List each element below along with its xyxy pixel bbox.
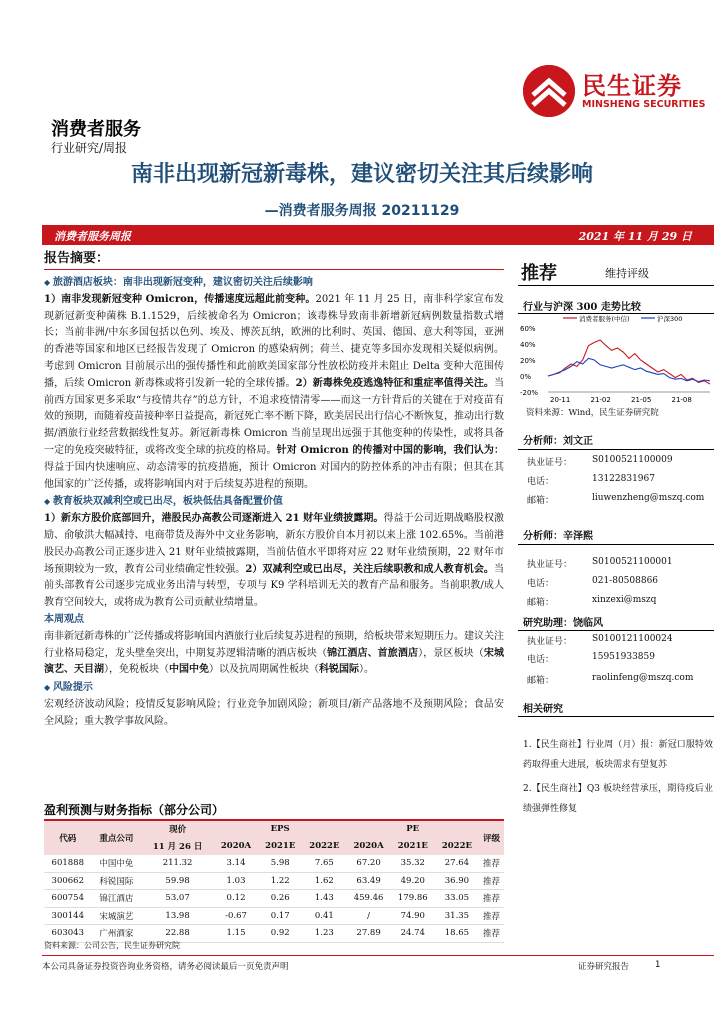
paragraph-2-lead: 2）新毒株免疫逃逸特征和重症率值得关注。: [295, 377, 494, 389]
cell-pe1: 67.20: [346, 855, 390, 873]
y-tick-label: 60%: [520, 325, 536, 333]
header-band: [42, 225, 714, 245]
cell-code: 603043: [44, 925, 92, 943]
x-tick-label: 21-02: [590, 396, 611, 404]
footer-disclaimer: 本公司具备证券投资咨询业务资格，请务必阅读最后一页免责声明: [42, 962, 289, 972]
paragraph-1: [44, 292, 504, 494]
cell-eps3: 1.43: [302, 890, 346, 908]
analyst-1-cert-label: 执业证号：: [527, 458, 573, 468]
assistant-phone: 15951933859: [592, 652, 655, 662]
cell-eps2: 0.92: [258, 925, 302, 943]
cell-rating: 推荐: [479, 890, 504, 908]
view-stock-hr: 科锐国际: [319, 664, 359, 676]
table-body: [44, 855, 504, 943]
cell-rating: 推荐: [479, 872, 504, 890]
paragraph-4-text: 得益于公司近期战略股权激励、俞敏洪大幅减持、电商带货及海外中文业务影响，新东方股价自本月初以来上涨 102.65%。当前港股民办高教公司正逐步进入 21 财年业绩披露期，当前估值水平即将对应 22 财年业绩预期，22 财年市场预期较为一致，教育公司业绩确定性较强。: [44, 513, 504, 575]
th-year: 2022E: [309, 840, 340, 851]
th-rating: 评级: [482, 833, 500, 844]
paragraph-1-lead: 1）南非发现新冠变种 Omicron，传播速度远超此前变种。: [44, 293, 316, 305]
related-rule: [518, 716, 714, 717]
rating-desc: 维持评级: [605, 267, 649, 280]
cell-name: 中国中免: [92, 855, 142, 873]
cell-pe3: 33.05: [435, 890, 479, 908]
logo-english-name: MINSHENG SECURITIES: [582, 99, 706, 110]
th-date: 11 月 26 日: [152, 841, 203, 852]
analyst-2-email[interactable]: xinzexi@mszq: [592, 595, 657, 605]
th-name: 重点公司: [99, 833, 134, 844]
cell-code: 601888: [44, 855, 92, 873]
cell-pe3: 18.65: [435, 925, 479, 943]
table-row: [44, 872, 504, 890]
analyst-2-rule: [518, 544, 714, 545]
th-year: 2021E: [265, 840, 296, 851]
cell-rating: 推荐: [479, 925, 504, 943]
th-pe: PE: [406, 824, 420, 834]
series-line: [548, 340, 710, 384]
assistant-cert-label: 执业证号：: [527, 637, 573, 647]
trend-chart: [518, 314, 714, 406]
cell-eps1: 1.15: [214, 925, 258, 943]
chart-title: 行业与沪深 300 走势比较: [523, 302, 641, 313]
cell-pe3: 27.64: [435, 855, 479, 873]
cell-pe1: /: [346, 907, 390, 925]
paragraph-2-text: 当前西方国家更多采取“与疫情共存”的总方针，不追求疫情清零——而这一方针背后的关键在于对疫苗有效的预期，而随着疫苗接种率日益提高，新冠死亡率不断下降，欧美居民出行信心不断恢复，推动出行数据/酒旅行业经营数据线性复苏。新冠新毒株 Omicron 当前呈现出远强于其他变种的传染性，或将具备一定的免疫突破特征，或将改变全球的抗疫的格局。: [44, 377, 504, 456]
footer-doc-type: 证券研究报告: [578, 962, 630, 972]
y-tick-label: 40%: [520, 341, 536, 349]
report-type: 行业研究/周报: [51, 141, 128, 155]
related-heading: 相关研究: [523, 704, 563, 715]
page-number: 1: [655, 960, 661, 970]
cell-price: 22.88: [141, 925, 214, 943]
cell-eps2: 1.22: [258, 872, 302, 890]
y-tick-label: 0%: [520, 373, 532, 381]
report-subtitle: —消费者服务周报 20211129: [264, 203, 460, 219]
table-row: [44, 907, 504, 925]
paragraph-4-lead: 1）新东方股价底部回升，港股民办高教公司逐渐进入 21 财年业绩披露期。: [44, 513, 384, 525]
paragraph-1-text: 2021 年 11 月 25 日，南非科学家宣布发现新冠新变种菌株 B.1.1529，后续被命名为 Omicron；该毒株导致南非新增新冠病例数量指数式增长；当前非洲/中东多国包括以色列、埃及、博茨瓦纳，欧洲的比利时、英国、德国、意大利等国，亚洲的香港等国家和地区已经报告发现了 Omicron 的感染病例；荷兰、捷克等多国亦发现相关疑似病例。考虑到 Omicron 目前展示出的强传播性和此前欧美国家部分性放松防疫并未阻止 Delta 变种大范围传播，后续 Omicron 新毒株或将引发新一轮的全球传播。: [44, 293, 504, 389]
assistant-rule: [518, 630, 714, 631]
cell-eps2: 0.26: [258, 890, 302, 908]
analyst-2-phone: 021-80508866: [592, 576, 659, 586]
assistant-email[interactable]: raolinfeng@mszq.com: [592, 673, 694, 683]
cell-eps2: 0.17: [258, 907, 302, 925]
cell-eps2: 5.98: [258, 855, 302, 873]
cell-eps1: -0.67: [214, 907, 258, 925]
table-row: [44, 890, 504, 908]
paragraph-5-text: 当前头部教育公司逐步完成业务出清与转型，专项与 K9 学科培训无关的教育产品和服务。当前职教/成人教育空间较大，或将成为教育公司贡献业绩增量。: [44, 563, 505, 609]
cell-pe2: 179.86: [391, 890, 435, 908]
view-stock-dutyfree: 中国中免: [169, 664, 209, 676]
analyst-2-email-label: 邮箱：: [527, 598, 555, 608]
analyst-1-email[interactable]: liuwenzheng@mszq.com: [592, 493, 705, 503]
analyst-1-phone-label: 电话：: [527, 477, 555, 487]
cell-pe1: 63.49: [346, 872, 390, 890]
view-text-e: ）。: [359, 664, 374, 676]
cell-name: 宋城演艺: [92, 907, 142, 925]
analyst-1-email-label: 邮箱：: [527, 496, 555, 506]
risk-heading: ◆ 风险提示: [44, 679, 504, 697]
band-report-name: 消费者服务周报: [54, 230, 131, 243]
bullet-tourism: ◆ 旅游酒店板块：南非出现新冠变种，建议密切关注后续影响: [44, 274, 504, 292]
analyst-1-cert: S0100521100009: [592, 455, 673, 465]
cell-eps3: 1.62: [302, 872, 346, 890]
logo-name: 民生证券: [582, 72, 682, 100]
view-text-d: ）以及抗周期属性板块（: [209, 664, 319, 676]
assistant-email-label: 邮箱：: [527, 676, 555, 686]
band-date: 2021 年 11 月 29 日: [578, 230, 692, 243]
view-stock-hotels: 锦江酒店、首旅酒店: [327, 647, 419, 659]
analyst-2-phone-label: 电话：: [527, 579, 555, 589]
assistant-phone-label: 电话：: [527, 655, 555, 665]
view-text-a: 南非新冠新毒株的广泛传播或将影响国内酒旅行业后续复苏进程的预期，给板块带来短期压力。建议关注行业格局稳定，龙头壁垒突出，中期复苏逻辑清晰的酒店板块（: [44, 630, 504, 659]
cell-pe2: 24.74: [391, 925, 435, 943]
x-tick-label: 21-08: [671, 396, 692, 404]
paragraph-3-lead: 针对 Omicron 的传播对中国的影响，我们认为：: [276, 444, 504, 456]
summary-section: [44, 249, 504, 731]
bullet-education: ◆ 教育板块双减利空或已出尽，板块低估具备配置价值: [44, 493, 504, 511]
related-item-2[interactable]: 2.【民生商社】Q3 板块经营承压，期待疫后业绩强弹性修复: [523, 784, 713, 814]
analyst-1-rule: [518, 449, 714, 450]
th-price: 现价: [169, 825, 187, 835]
cell-pe2: 74.90: [391, 907, 435, 925]
cell-code: 600754: [44, 890, 92, 908]
logo-mark-icon: [523, 65, 575, 117]
view-stock-scenic: 宋城演艺、天目湖: [44, 647, 505, 676]
table-source: 资料来源：公司公告，民生证券研究院: [44, 941, 180, 950]
cell-pe2: 49.20: [391, 872, 435, 890]
y-tick-label: 20%: [520, 357, 536, 365]
cell-eps3: 7.65: [302, 855, 346, 873]
cell-code: 300144: [44, 907, 92, 925]
analyst-1-phone: 13122831967: [592, 474, 655, 484]
cell-eps1: 0.12: [214, 890, 258, 908]
cell-rating: 推荐: [479, 855, 504, 873]
cell-code: 300662: [44, 872, 92, 890]
view-paragraph: [44, 629, 504, 679]
cell-pe2: 35.32: [391, 855, 435, 873]
th-year: 2021E: [397, 840, 428, 851]
report-title: 南非出现新冠新毒株，建议密切关注其后续影响: [130, 162, 593, 187]
rating-rule: [518, 285, 714, 286]
cell-pe1: 459.46: [346, 890, 390, 908]
footer-rule: [42, 955, 714, 956]
industry-name: 消费者服务: [51, 119, 141, 140]
paragraph-5-lead: 2）双减利空或已出尽，关注后续职教和成人教育机会。: [245, 563, 495, 575]
analyst-2-cert: S0100521100001: [592, 557, 673, 567]
view-text-c: ），免税板块（: [104, 664, 169, 676]
assistant-cert: S0100121100024: [592, 634, 673, 644]
cell-pe3: 31.35: [435, 907, 479, 925]
cell-pe1: 27.89: [346, 925, 390, 943]
cell-rating: 推荐: [479, 907, 504, 925]
cell-eps3: 0.41: [302, 907, 346, 925]
legend-label: 消费者服务(中信): [579, 315, 630, 323]
cell-eps3: 1.23: [302, 925, 346, 943]
assistant-heading: 研究助理：饶临风: [523, 618, 603, 629]
th-year: 2020A: [353, 840, 384, 851]
analyst-2-cert-label: 执业证号：: [527, 560, 573, 570]
table-title: 盈利预测与财务指标（部分公司）: [44, 803, 225, 817]
analyst-1-heading: 分析师：刘文正: [523, 436, 593, 447]
paragraph-3-text: 得益于国内快速响应、动态清零的抗疫措施，预计 Omicron 对国内的防控体系的冲击有限；但其在其他国家的广泛传播，或将影响国内对于后续复苏进程的预期。: [44, 461, 504, 490]
table-row: [44, 855, 504, 873]
financial-table: [44, 821, 504, 943]
th-eps: EPS: [270, 824, 290, 834]
cell-name: 科锐国际: [92, 872, 142, 890]
summary-heading: 报告摘要：: [44, 249, 504, 270]
view-text-b: ），景区板块（: [418, 647, 484, 659]
analyst-2-heading: 分析师：辛泽熙: [523, 531, 593, 542]
cell-pe3: 36.90: [435, 872, 479, 890]
th-year: 2020A: [220, 840, 252, 851]
chart-source: 资料来源：Wind，民生证券研究院: [526, 408, 659, 418]
y-tick-label: -20%: [520, 389, 539, 397]
x-tick-label: 20-11: [550, 396, 571, 404]
related-item-1[interactable]: 1.【民生商社】行业周（月）报：新冠口服特效药取得重大进展，板块需求有望复苏: [523, 740, 713, 770]
cell-name: 锦江酒店: [92, 890, 142, 908]
cell-name: 广州酒家: [92, 925, 142, 943]
cell-price: 59.98: [141, 872, 214, 890]
related-list: [523, 735, 713, 819]
rating-label: 推荐: [521, 263, 557, 284]
th-code: 代码: [59, 833, 77, 844]
paragraph-4: [44, 511, 504, 612]
cell-eps1: 3.14: [214, 855, 258, 873]
th-year: 2022E: [441, 840, 472, 851]
view-heading: 本周观点: [44, 613, 84, 625]
x-tick-label: 21-05: [631, 396, 652, 404]
cell-eps1: 1.03: [214, 872, 258, 890]
cell-price: 13.98: [141, 907, 214, 925]
risk-paragraph: 宏观经济波动风险；疫情反复影响风险；行业竞争加剧风险；新项目/新产品落地不及预期风险；食品安全风险；重大教学事故风险。: [44, 698, 504, 727]
cell-price: 53.07: [141, 890, 214, 908]
legend-label: 沪深300: [657, 315, 683, 323]
cell-price: 211.32: [141, 855, 214, 873]
